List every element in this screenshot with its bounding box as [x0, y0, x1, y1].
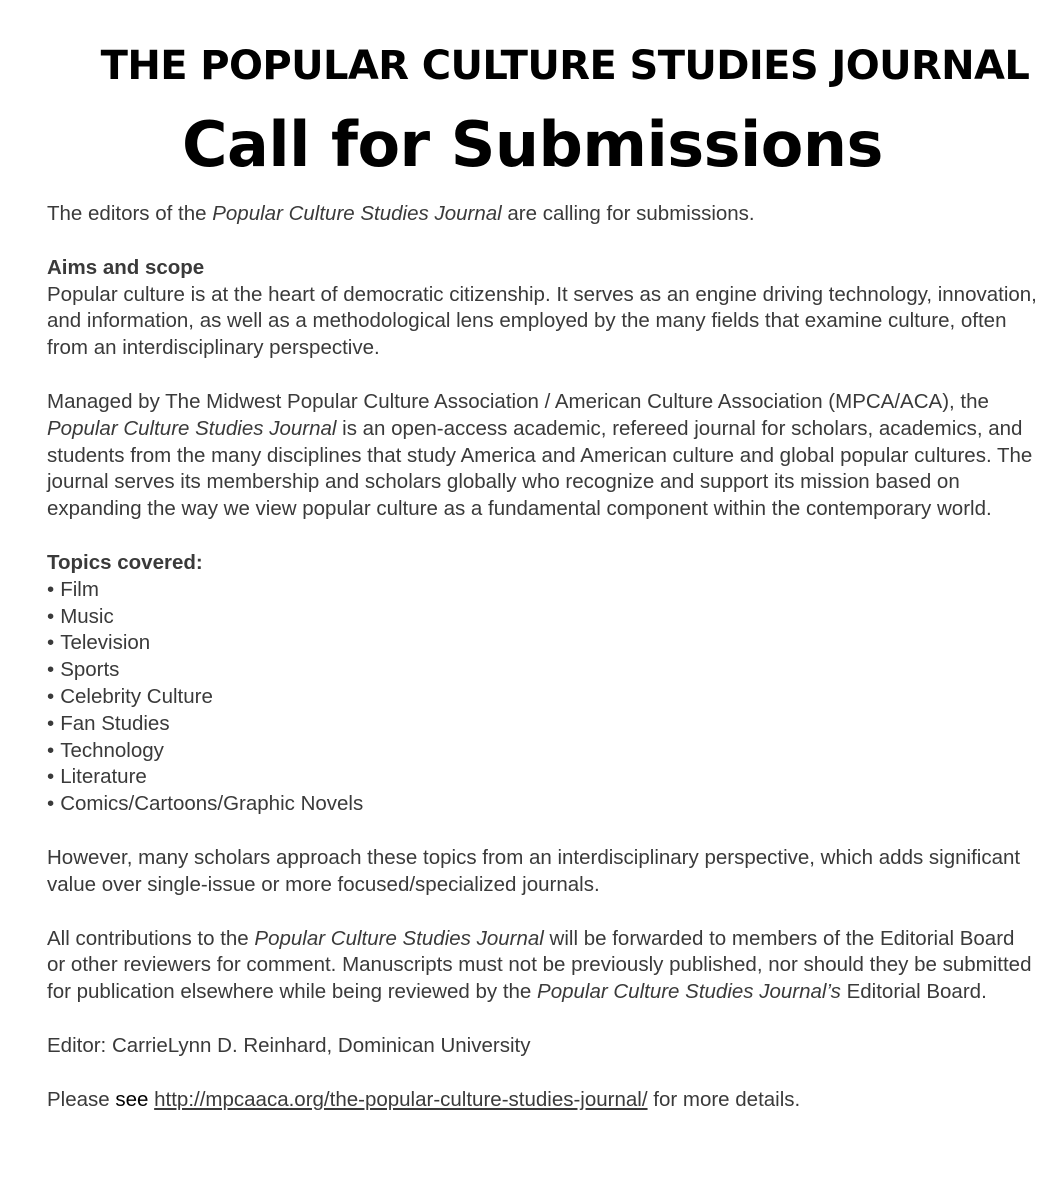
topic-item: • Comics/Cartoons/Graphic Novels — [47, 791, 1037, 818]
details-line: Please see http://mpcaaca.org/the-popular-culture-studies-journal/ for more details. — [47, 1087, 801, 1111]
contributions-paragraph: All contributions to the Popular Culture Studies Journal will be forwarded to members of the Editorial Board or other reviewers for comment. Manuscripts must not be previously published, nor should they be submitted for publication elsewhere while being reviewed by the Popular Culture Studies Journal’s Editorial Board. — [47, 926, 1032, 1004]
journal-name: Popular Culture Studies Journal — [47, 416, 337, 440]
topic-item: • Music — [47, 604, 1037, 631]
topic-item: • Sports — [47, 657, 1037, 684]
management-paragraph: Managed by The Midwest Popular Culture Association / American Culture Association (MPCA/ACA), the Popular Culture Studies Journal is an open-access academic, refereed journal for scholars, academics, and students from the many disciplines that study America and American culture and global popular cultures. The journal serves its membership and scholars globally who recognize and support its mission based on expanding the way we view popular culture as a fundamental component within the contemporary world. — [47, 389, 1033, 521]
intro-paragraph: The editors of the Popular Culture Studies Journal are calling for submissions. — [47, 202, 755, 225]
journal-name: Popular Culture Studies Journal — [212, 202, 502, 225]
aims-paragraph: Popular culture is at the heart of democratic citizenship. It serves as an engine driving technology, innovation, and information, as well as a methodological lens employed by the many fields that examine culture, often from an interdisciplinary perspective. — [47, 282, 1037, 360]
journal-url-link[interactable]: http://mpcaaca.org/the-popular-culture-studies-journal/ — [154, 1087, 648, 1111]
interdisciplinary-paragraph: However, many scholars approach these topics from an interdisciplinary perspective, which adds significant value over single-issue or more focused/specialized journals. — [47, 845, 1021, 896]
body-text — [47, 201, 1037, 1114]
editor-line: Editor: CarrieLynn D. Reinhard, Dominican University — [47, 1033, 531, 1057]
topic-list — [47, 577, 1037, 818]
topic-item: • Literature — [47, 764, 1037, 791]
topic-item: • Celebrity Culture — [47, 684, 1037, 711]
topic-item: • Technology — [47, 738, 1037, 765]
call-for-submissions-title: Call for Submissions — [182, 108, 883, 181]
topic-item: • Film — [47, 577, 1037, 604]
journal-title: THE POPULAR CULTURE STUDIES JOURNAL — [100, 43, 1030, 89]
aims-heading: Aims and scope — [47, 255, 205, 279]
journal-name-possessive: Popular Culture Studies Journal’s — [537, 980, 841, 1004]
topic-item: • Television — [47, 630, 1037, 657]
topics-heading: Topics covered: — [47, 550, 203, 574]
topic-item: • Fan Studies — [47, 711, 1037, 738]
journal-name: Popular Culture Studies Journal — [254, 926, 544, 950]
